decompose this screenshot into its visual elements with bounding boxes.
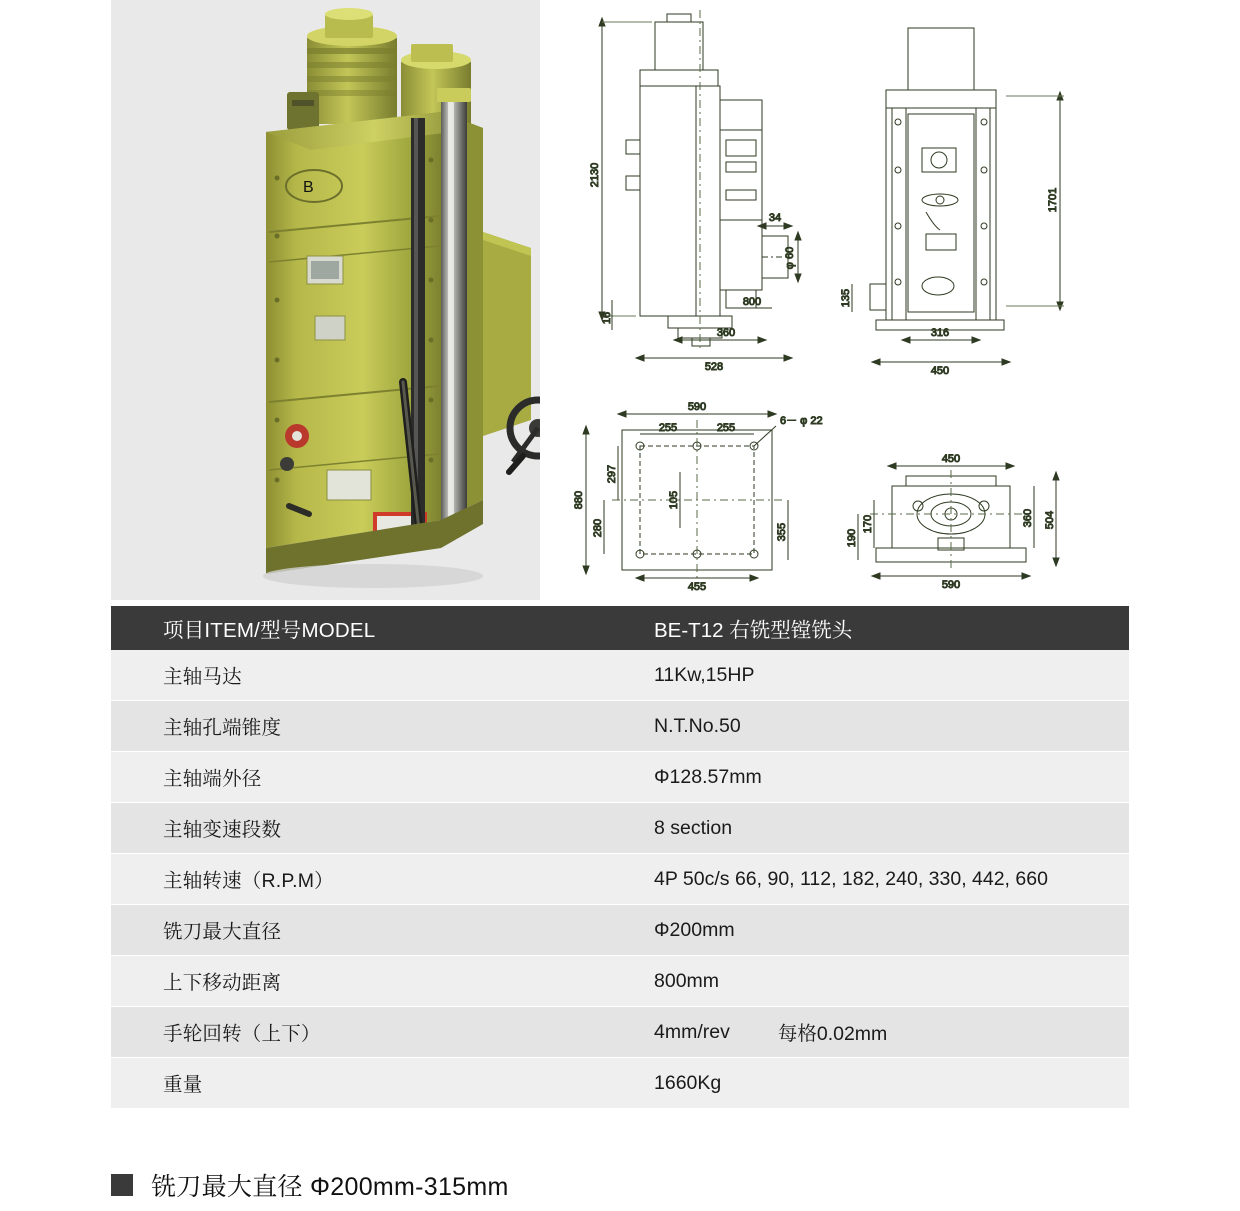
footer-note [111, 1158, 1129, 1211]
product-photo-panel [111, 0, 540, 600]
svg-text:255: 255 [716, 422, 736, 434]
row-value: 800mm [654, 969, 720, 992]
table-row [111, 803, 1129, 854]
svg-text:6－ φ 22: 6－ φ 22 [780, 415, 823, 427]
svg-text:800: 800 [742, 296, 762, 308]
table-row [111, 701, 1129, 752]
table-header-row [111, 606, 1129, 650]
svg-text:355: 355 [776, 522, 788, 542]
svg-text:297: 297 [606, 464, 618, 484]
row-value: 11Kw,15HP [654, 663, 755, 686]
footer-note-text: 铣刀最大直径 Φ200mm-315mm [151, 1172, 509, 1201]
svg-text:135: 135 [840, 288, 852, 308]
svg-text:450: 450 [930, 365, 950, 377]
bottom-view [846, 453, 1059, 591]
svg-text:360: 360 [716, 327, 736, 339]
svg-text:190: 190 [846, 528, 858, 548]
table-row [111, 956, 1129, 1007]
svg-text:170: 170 [862, 514, 874, 534]
table-row [111, 752, 1129, 803]
row-value: Φ128.57mm [654, 765, 762, 788]
svg-text:1701: 1701 [1047, 187, 1059, 213]
base-plan [573, 401, 823, 593]
row-value: Φ200mm [654, 918, 735, 941]
row-value-extra: 每格0.02mm [777, 1023, 888, 1045]
row-value: 8 section [654, 816, 733, 839]
row-item: 铣刀最大直径 [163, 921, 282, 943]
svg-text:590: 590 [687, 401, 707, 413]
table-row [111, 1007, 1129, 1058]
svg-text:880: 880 [573, 490, 585, 510]
row-item: 重量 [163, 1074, 203, 1096]
row-item: 主轴孔端锥度 [163, 717, 282, 739]
table-row [111, 650, 1129, 701]
row-item: 手轮回转（上下） [163, 1023, 321, 1045]
svg-text:34: 34 [768, 212, 782, 224]
row-item: 上下移动距离 [163, 972, 282, 994]
svg-text:450: 450 [941, 453, 961, 465]
row-item: 主轴转速（R.P.M） [163, 870, 334, 892]
svg-text:316: 316 [930, 327, 950, 339]
svg-text:16: 16 [601, 311, 613, 325]
product-photo-image [111, 0, 540, 600]
row-value: 4P 50c/s 66, 90, 112, 182, 240, 330, 442, 660 [654, 867, 1048, 890]
svg-text:455: 455 [687, 581, 707, 593]
media-area [0, 0, 1240, 600]
row-item: 主轴变速段数 [163, 819, 282, 841]
spec-table [111, 606, 1129, 1109]
table-row [111, 1058, 1129, 1109]
front-view [589, 10, 801, 373]
table-row [111, 905, 1129, 956]
header-item-label: 项目ITEM/型号MODEL [163, 619, 376, 642]
side-view [840, 28, 1064, 377]
svg-text:590: 590 [941, 579, 961, 591]
header-model-label: BE-T12 右铣型镗铣头 [654, 619, 853, 642]
drawings-svg [540, 0, 1240, 600]
row-value: 4mm/rev [654, 1020, 730, 1043]
bullet-square-icon [111, 1174, 133, 1196]
table-footer-spacer [111, 1112, 1129, 1158]
svg-text:2130: 2130 [589, 162, 601, 188]
row-item: 主轴端外径 [163, 768, 262, 790]
svg-text:528: 528 [704, 361, 724, 373]
svg-text:105: 105 [668, 490, 680, 510]
row-value: N.T.No.50 [654, 714, 741, 737]
svg-text:360: 360 [1022, 508, 1034, 528]
product-photo [111, 0, 540, 600]
technical-drawings-panel [540, 0, 1240, 600]
svg-text:φ 60: φ 60 [784, 246, 796, 270]
svg-text:280: 280 [592, 518, 604, 538]
svg-text:B: B [303, 179, 314, 196]
row-item: 主轴马达 [163, 666, 242, 688]
table-row [111, 854, 1129, 905]
svg-text:255: 255 [658, 422, 678, 434]
row-value: 1660Kg [654, 1071, 722, 1094]
svg-text:504: 504 [1044, 510, 1056, 530]
